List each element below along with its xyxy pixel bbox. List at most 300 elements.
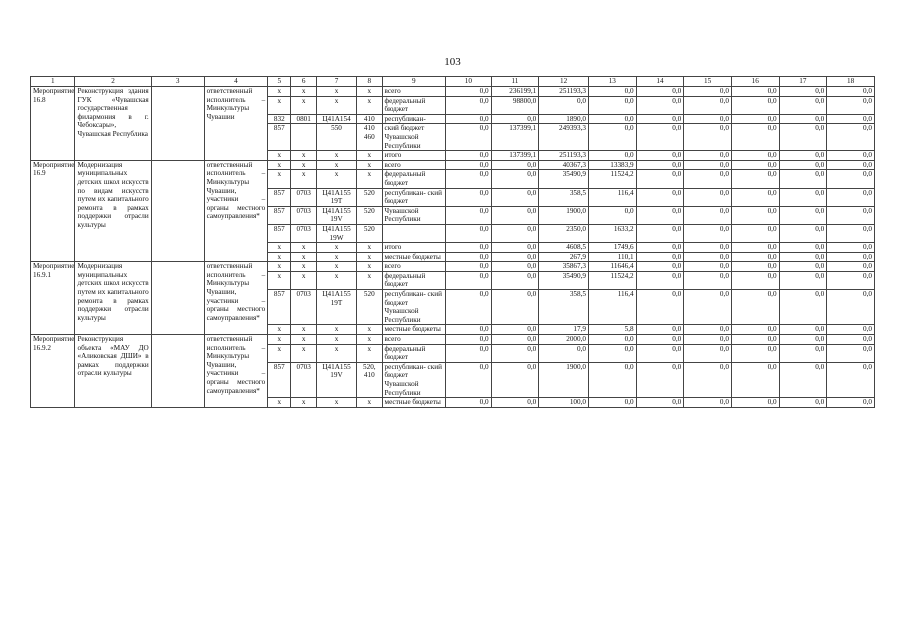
column-number-cell: 1: [31, 77, 75, 87]
amount-cell: 35867,3: [539, 262, 589, 272]
section-code: x: [291, 151, 316, 161]
grbs-code: x: [268, 398, 291, 408]
section-code: [291, 124, 316, 151]
amount-cell: 0,0: [731, 124, 779, 151]
amount-cell: 35490,9: [539, 170, 589, 188]
section-code: x: [291, 344, 316, 362]
amount-cell: 2350,0: [539, 224, 589, 242]
amount-cell: 0,0: [636, 243, 684, 253]
amount-cell: 0,0: [446, 114, 492, 124]
grbs-code: x: [268, 252, 291, 262]
amount-cell: 1633,2: [588, 224, 636, 242]
amount-cell: 267,9: [539, 252, 589, 262]
amount-cell: 0,0: [446, 151, 492, 161]
amount-cell: 40367,3: [539, 160, 589, 170]
amount-cell: 0,0: [636, 114, 684, 124]
amount-cell: 0,0: [491, 170, 539, 188]
target-article-code: 550: [316, 124, 356, 151]
amount-cell: 0,0: [588, 124, 636, 151]
amount-cell: 0,0: [731, 114, 779, 124]
funding-source: местные бюджеты: [382, 325, 446, 335]
amount-cell: 0,0: [827, 290, 875, 325]
target-article-code: Ц41А154: [316, 114, 356, 124]
amount-cell: 1890,0: [539, 114, 589, 124]
page-number: 103: [444, 56, 461, 68]
amount-cell: 0,0: [731, 398, 779, 408]
column-number-cell: 18: [827, 77, 875, 87]
amount-cell: 100,0: [539, 398, 589, 408]
amount-cell: 0,0: [684, 96, 732, 114]
amount-cell: 0,0: [684, 188, 732, 206]
amount-cell: 0,0: [588, 96, 636, 114]
amount-cell: 0,0: [636, 362, 684, 397]
expense-type-code: 520: [357, 206, 382, 224]
amount-cell: 0,0: [636, 398, 684, 408]
amount-cell: 0,0: [636, 124, 684, 151]
amount-cell: 249393,3: [539, 124, 589, 151]
amount-cell: 358,5: [539, 188, 589, 206]
column-number-cell: 9: [382, 77, 446, 87]
funding-source: местные бюджеты: [382, 398, 446, 408]
amount-cell: 0,0: [779, 344, 827, 362]
grbs-code: x: [268, 271, 291, 289]
funding-source: федеральный бюджет: [382, 96, 446, 114]
amount-cell: 0,0: [827, 160, 875, 170]
target-article-code: Ц41А155 19Т: [316, 188, 356, 206]
column-number-cell: 2: [75, 77, 151, 87]
section-code: 0703: [291, 224, 316, 242]
funding-source: республикан-: [382, 114, 446, 124]
amount-cell: 0,0: [446, 262, 492, 272]
amount-cell: 0,0: [588, 362, 636, 397]
grbs-code: x: [268, 262, 291, 272]
amount-cell: 0,0: [446, 344, 492, 362]
grbs-code: 857: [268, 188, 291, 206]
funding-source: федеральный бюджет: [382, 344, 446, 362]
target-indicator-cell: [151, 335, 204, 408]
amount-cell: 236199,1: [491, 87, 539, 97]
expense-type-code: x: [357, 271, 382, 289]
amount-cell: 0,0: [588, 151, 636, 161]
amount-cell: 0,0: [731, 151, 779, 161]
amount-cell: 0,0: [731, 344, 779, 362]
amount-cell: 0,0: [684, 114, 732, 124]
amount-cell: 0,0: [731, 87, 779, 97]
amount-cell: 0,0: [684, 362, 732, 397]
grbs-code: 857: [268, 124, 291, 151]
amount-cell: 0,0: [636, 96, 684, 114]
amount-cell: 0,0: [779, 325, 827, 335]
funding-source: Чувашской Республики: [382, 206, 446, 224]
amount-cell: 0,0: [636, 290, 684, 325]
amount-cell: 0,0: [827, 271, 875, 289]
section-code: x: [291, 170, 316, 188]
amount-cell: 251193,3: [539, 151, 589, 161]
amount-cell: 0,0: [588, 344, 636, 362]
section-code: x: [291, 96, 316, 114]
section-code: 0703: [291, 362, 316, 397]
table-body: [31, 77, 875, 408]
amount-cell: 0,0: [446, 160, 492, 170]
amount-cell: 0,0: [588, 335, 636, 345]
grbs-code: x: [268, 325, 291, 335]
amount-cell: 0,0: [636, 87, 684, 97]
section-code: 0703: [291, 290, 316, 325]
grbs-code: 857: [268, 290, 291, 325]
expense-type-code: x: [357, 325, 382, 335]
grbs-code: x: [268, 170, 291, 188]
amount-cell: 0,0: [827, 96, 875, 114]
amount-cell: 0,0: [684, 325, 732, 335]
activity-label: Мероприятие 16.9: [31, 160, 75, 262]
target-article-code: x: [316, 262, 356, 272]
amount-cell: 5,8: [588, 325, 636, 335]
amount-cell: 137399,1: [491, 124, 539, 151]
amount-cell: 358,5: [539, 290, 589, 325]
target-article-code: x: [316, 170, 356, 188]
amount-cell: 110,1: [588, 252, 636, 262]
target-article-code: x: [316, 87, 356, 97]
amount-cell: 0,0: [779, 362, 827, 397]
activity-label: Мероприятие 16.8: [31, 87, 75, 161]
table-row: [31, 262, 875, 272]
table-row: [31, 335, 875, 345]
amount-cell: 0,0: [779, 290, 827, 325]
amount-cell: 0,0: [731, 325, 779, 335]
amount-cell: 0,0: [684, 290, 732, 325]
amount-cell: 0,0: [446, 362, 492, 397]
amount-cell: 0,0: [446, 124, 492, 151]
amount-cell: 0,0: [491, 335, 539, 345]
expense-type-code: x: [357, 96, 382, 114]
amount-cell: 0,0: [684, 206, 732, 224]
table-row: [31, 87, 875, 97]
amount-cell: 0,0: [636, 188, 684, 206]
amount-cell: 0,0: [446, 252, 492, 262]
amount-cell: 0,0: [827, 335, 875, 345]
column-number-cell: 4: [204, 77, 268, 87]
amount-cell: 0,0: [446, 224, 492, 242]
amount-cell: 0,0: [779, 160, 827, 170]
amount-cell: 11524,2: [588, 170, 636, 188]
amount-cell: 0,0: [827, 124, 875, 151]
column-number-cell: 6: [291, 77, 316, 87]
expense-type-code: x: [357, 398, 382, 408]
amount-cell: 0,0: [827, 114, 875, 124]
amount-cell: 0,0: [588, 398, 636, 408]
amount-cell: 251193,3: [539, 87, 589, 97]
amount-cell: 0,0: [684, 87, 732, 97]
amount-cell: 0,0: [491, 362, 539, 397]
activity-name: Реконструкция объекта «МАУ ДО «Аликовская ДШИ» в рамках поддержки отрасли культуры: [75, 335, 151, 408]
grbs-code: 857: [268, 206, 291, 224]
section-code: x: [291, 325, 316, 335]
amount-cell: 0,0: [684, 170, 732, 188]
amount-cell: 0,0: [446, 206, 492, 224]
amount-cell: 0,0: [491, 271, 539, 289]
amount-cell: 0,0: [731, 188, 779, 206]
amount-cell: 11524,2: [588, 271, 636, 289]
section-code: 0703: [291, 188, 316, 206]
funding-source: всего: [382, 87, 446, 97]
amount-cell: 13383,9: [588, 160, 636, 170]
target-article-code: x: [316, 325, 356, 335]
grbs-code: x: [268, 96, 291, 114]
amount-cell: 0,0: [491, 188, 539, 206]
expense-type-code: x: [357, 243, 382, 253]
section-code: x: [291, 398, 316, 408]
amount-cell: 0,0: [446, 335, 492, 345]
amount-cell: 0,0: [446, 87, 492, 97]
amount-cell: 0,0: [779, 124, 827, 151]
column-number-cell: 16: [731, 77, 779, 87]
section-code: x: [291, 243, 316, 253]
amount-cell: 0,0: [827, 87, 875, 97]
grbs-code: x: [268, 160, 291, 170]
amount-cell: 0,0: [779, 224, 827, 242]
section-code: x: [291, 335, 316, 345]
amount-cell: 0,0: [731, 170, 779, 188]
amount-cell: 116,4: [588, 188, 636, 206]
funding-source: республикан- ский бюджет: [382, 188, 446, 206]
section-code: 0703: [291, 206, 316, 224]
funding-source: [382, 224, 446, 242]
funding-source: итого: [382, 243, 446, 253]
amount-cell: 0,0: [684, 398, 732, 408]
amount-cell: 0,0: [684, 271, 732, 289]
amount-cell: 0,0: [491, 290, 539, 325]
column-number-cell: 13: [588, 77, 636, 87]
amount-cell: 0,0: [636, 170, 684, 188]
target-indicator-cell: [151, 87, 204, 161]
amount-cell: 0,0: [779, 151, 827, 161]
target-article-code: x: [316, 398, 356, 408]
column-number-cell: 3: [151, 77, 204, 87]
amount-cell: 0,0: [731, 243, 779, 253]
grbs-code: 832: [268, 114, 291, 124]
activity-label: Мероприятие 16.9.1: [31, 262, 75, 335]
amount-cell: 0,0: [636, 335, 684, 345]
amount-cell: 0,0: [731, 252, 779, 262]
amount-cell: 0,0: [446, 96, 492, 114]
amount-cell: 0,0: [779, 271, 827, 289]
responsible-executor: ответственный исполнитель – Минкультуры Чувашии: [204, 87, 268, 161]
column-number-cell: 15: [684, 77, 732, 87]
amount-cell: 4608,5: [539, 243, 589, 253]
expense-type-code: x: [357, 262, 382, 272]
amount-cell: 1900,0: [539, 206, 589, 224]
target-article-code: Ц41А155 19V: [316, 206, 356, 224]
amount-cell: 0,0: [446, 243, 492, 253]
amount-cell: 17,9: [539, 325, 589, 335]
amount-cell: 0,0: [779, 170, 827, 188]
amount-cell: 0,0: [827, 170, 875, 188]
amount-cell: 0,0: [684, 151, 732, 161]
expense-type-code: 410 460: [357, 124, 382, 151]
amount-cell: 0,0: [731, 335, 779, 345]
amount-cell: 0,0: [684, 344, 732, 362]
target-article-code: x: [316, 252, 356, 262]
column-number-cell: 8: [357, 77, 382, 87]
target-article-code: x: [316, 335, 356, 345]
column-number-cell: 11: [491, 77, 539, 87]
amount-cell: 0,0: [539, 96, 589, 114]
target-article-code: x: [316, 271, 356, 289]
expense-type-code: x: [357, 87, 382, 97]
amount-cell: 0,0: [827, 344, 875, 362]
amount-cell: 0,0: [636, 344, 684, 362]
amount-cell: 0,0: [491, 325, 539, 335]
amount-cell: 0,0: [779, 252, 827, 262]
amount-cell: 0,0: [731, 96, 779, 114]
funding-source: республикан- ский бюджет Чувашской Республики: [382, 290, 446, 325]
amount-cell: 0,0: [779, 335, 827, 345]
target-article-code: x: [316, 151, 356, 161]
column-number-row: [31, 77, 875, 87]
amount-cell: 0,0: [636, 160, 684, 170]
amount-cell: 0,0: [684, 160, 732, 170]
column-number-cell: 14: [636, 77, 684, 87]
table-row: [31, 160, 875, 170]
amount-cell: 0,0: [636, 325, 684, 335]
activity-label: Мероприятие 16.9.2: [31, 335, 75, 408]
amount-cell: 0,0: [446, 290, 492, 325]
funding-source: местные бюджеты: [382, 252, 446, 262]
amount-cell: 0,0: [446, 170, 492, 188]
amount-cell: 0,0: [491, 398, 539, 408]
amount-cell: 0,0: [779, 114, 827, 124]
funding-source: федеральный бюджет: [382, 170, 446, 188]
column-number-cell: 10: [446, 77, 492, 87]
amount-cell: 0,0: [779, 87, 827, 97]
expense-type-code: 520: [357, 188, 382, 206]
target-indicator-cell: [151, 160, 204, 262]
amount-cell: 0,0: [779, 243, 827, 253]
amount-cell: 0,0: [491, 344, 539, 362]
expense-type-code: 410: [357, 114, 382, 124]
amount-cell: 0,0: [636, 252, 684, 262]
amount-cell: 11646,4: [588, 262, 636, 272]
expense-type-code: 520, 410: [357, 362, 382, 397]
amount-cell: 0,0: [779, 188, 827, 206]
amount-cell: 0,0: [731, 160, 779, 170]
amount-cell: 0,0: [491, 206, 539, 224]
activity-name: Модернизация муниципальных детских школ искусств по видам искусств путем их капитального ремонта в рамках поддержки отрасли культуры: [75, 160, 151, 262]
grbs-code: x: [268, 151, 291, 161]
amount-cell: 0,0: [446, 188, 492, 206]
target-indicator-cell: [151, 262, 204, 335]
amount-cell: 0,0: [684, 224, 732, 242]
section-code: x: [291, 87, 316, 97]
amount-cell: 0,0: [491, 262, 539, 272]
column-number-cell: 7: [316, 77, 356, 87]
expense-type-code: x: [357, 252, 382, 262]
amount-cell: 0,0: [684, 252, 732, 262]
amount-cell: 0,0: [636, 224, 684, 242]
amount-cell: 0,0: [827, 262, 875, 272]
amount-cell: 0,0: [684, 262, 732, 272]
amount-cell: 1749,6: [588, 243, 636, 253]
activity-name: Реконструкция здания ГУК «Чувашская государственная филармония в г. Чебоксары», Чувашская Республика: [75, 87, 151, 161]
amount-cell: 0,0: [779, 262, 827, 272]
grbs-code: x: [268, 344, 291, 362]
amount-cell: 0,0: [588, 87, 636, 97]
amount-cell: 0,0: [827, 151, 875, 161]
target-article-code: x: [316, 344, 356, 362]
target-article-code: Ц41А155 19W: [316, 224, 356, 242]
responsible-executor: ответственный исполнитель – Минкультуры Чувашии, участники – органы местного самоуправления*: [204, 262, 268, 335]
amount-cell: 0,0: [539, 344, 589, 362]
amount-cell: 35490,9: [539, 271, 589, 289]
funding-source: ский бюджет Чувашской Республики: [382, 124, 446, 151]
amount-cell: 0,0: [731, 224, 779, 242]
amount-cell: 0,0: [491, 243, 539, 253]
funding-source: всего: [382, 160, 446, 170]
target-article-code: x: [316, 160, 356, 170]
expense-type-code: x: [357, 151, 382, 161]
expense-type-code: x: [357, 160, 382, 170]
funding-source: всего: [382, 262, 446, 272]
section-code: x: [291, 160, 316, 170]
column-number-cell: 17: [779, 77, 827, 87]
amount-cell: 2000,0: [539, 335, 589, 345]
funding-source: республикан- ский бюджет Чувашской Республики: [382, 362, 446, 397]
responsible-executor: ответственный исполнитель – Минкультуры Чувашии, участники – органы местного самоуправления*: [204, 335, 268, 408]
amount-cell: 0,0: [588, 114, 636, 124]
amount-cell: 0,0: [446, 271, 492, 289]
funding-source: федеральный бюджет: [382, 271, 446, 289]
amount-cell: 0,0: [731, 262, 779, 272]
amount-cell: 0,0: [731, 362, 779, 397]
funding-source: всего: [382, 335, 446, 345]
column-number-cell: 5: [268, 77, 291, 87]
amount-cell: 0,0: [491, 252, 539, 262]
amount-cell: 0,0: [827, 188, 875, 206]
activity-name: Модернизация муниципальных детских школ искусств путем их капитального ремонта в рамках поддержки отрасли культуры: [75, 262, 151, 335]
target-article-code: Ц41А155 19Т: [316, 290, 356, 325]
amount-cell: 0,0: [446, 398, 492, 408]
amount-cell: 0,0: [827, 243, 875, 253]
amount-cell: 0,0: [446, 325, 492, 335]
column-number-cell: 12: [539, 77, 589, 87]
amount-cell: 0,0: [827, 206, 875, 224]
funding-source: итого: [382, 151, 446, 161]
grbs-code: x: [268, 243, 291, 253]
amount-cell: 0,0: [491, 114, 539, 124]
expense-type-code: 520: [357, 290, 382, 325]
target-article-code: x: [316, 243, 356, 253]
expense-type-code: 520: [357, 224, 382, 242]
grbs-code: x: [268, 335, 291, 345]
amount-cell: 0,0: [684, 124, 732, 151]
amount-cell: 0,0: [636, 271, 684, 289]
target-article-code: x: [316, 96, 356, 114]
amount-cell: 0,0: [636, 262, 684, 272]
amount-cell: 116,4: [588, 290, 636, 325]
amount-cell: 137399,1: [491, 151, 539, 161]
amount-cell: 1900,0: [539, 362, 589, 397]
amount-cell: 0,0: [684, 243, 732, 253]
amount-cell: 0,0: [827, 362, 875, 397]
section-code: x: [291, 262, 316, 272]
grbs-code: 857: [268, 224, 291, 242]
target-article-code: Ц41А155 19V: [316, 362, 356, 397]
amount-cell: 0,0: [491, 160, 539, 170]
budget-table: [30, 76, 875, 408]
section-code: x: [291, 252, 316, 262]
amount-cell: 98800,0: [491, 96, 539, 114]
amount-cell: 0,0: [731, 271, 779, 289]
